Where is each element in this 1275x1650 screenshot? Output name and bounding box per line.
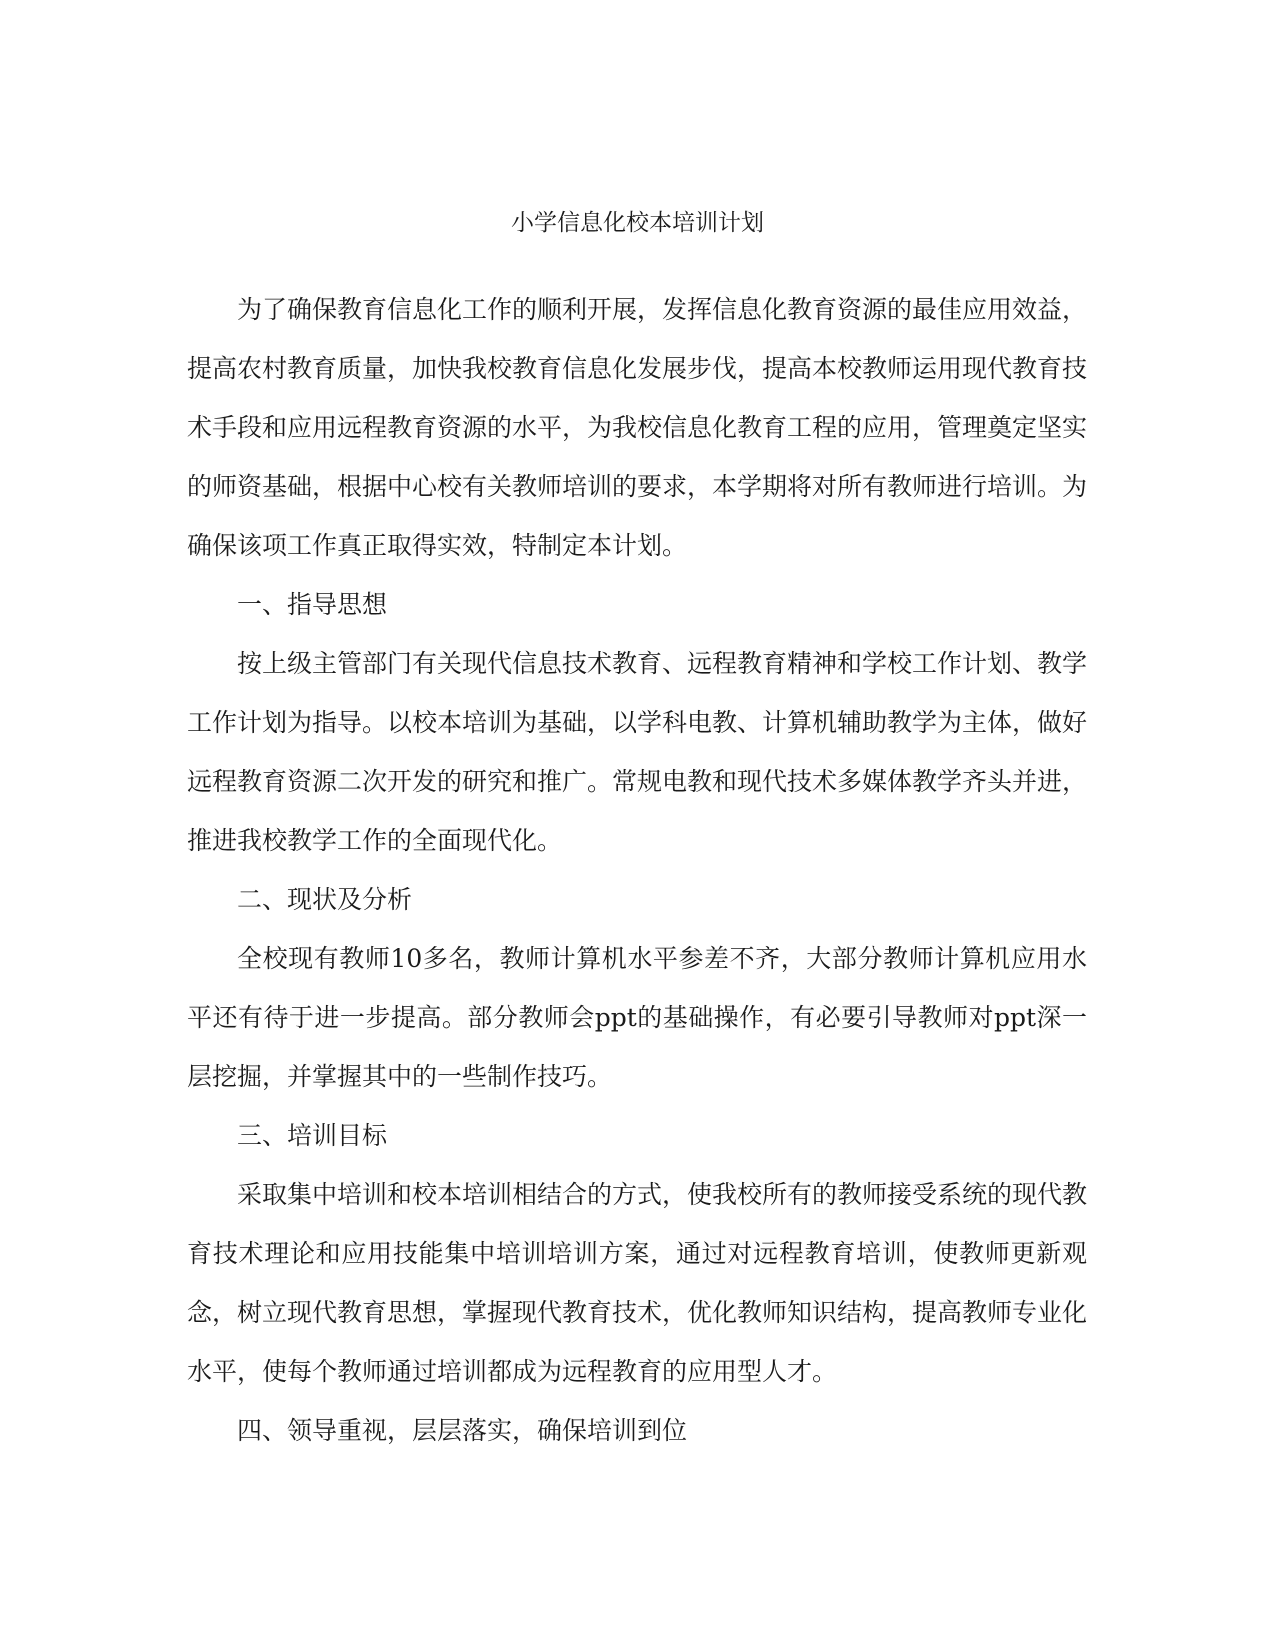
document-body: [187, 280, 1087, 1460]
paragraph-guiding-ideology: 按上级主管部门有关现代信息技术教育、远程教育精神和学校工作计划、教学工作计划为指导。以校本培训为基础，以学科电教、计算机辅助教学为主体，做好远程教育资源二次开发的研究和推广。常规电教和现代技术多媒体教学齐头并进，推进我校教学工作的全面现代化。: [187, 649, 1088, 855]
document-title: 小学信息化校本培训计划: [511, 210, 764, 236]
section-heading-guiding-ideology: 一、指导思想: [237, 590, 388, 619]
section-heading-training-goals: 三、培训目标: [237, 1121, 388, 1150]
paragraph-intro: 为了确保教育信息化工作的顺利开展，发挥信息化教育资源的最佳应用效益，提高农村教育质量，加快我校教育信息化发展步伐，提高本校教师运用现代教育技术手段和应用远程教育资源的水平，为我校信息化教育工程的应用，管理奠定坚实的师资基础，根据中心校有关教师培训的要求，本学期将对所有教师进行培训。为确保该项工作真正取得实效，特制定本计划。: [187, 295, 1088, 560]
section-heading-leadership: 四、领导重视，层层落实，确保培训到位: [237, 1416, 688, 1445]
paragraph-training-goals: 采取集中培训和校本培训相结合的方式，使我校所有的教师接受系统的现代教育技术理论和应用技能集中培训培训方案，通过对远程教育培训，使教师更新观念，树立现代教育思想，掌握现代教育技术，优化教师知识结构，提高教师专业化水平，使每个教师通过培训都成为远程教育的应用型人才。: [187, 1180, 1088, 1386]
paragraph-status-analysis: 全校现有教师10多名，教师计算机水平参差不齐，大部分教师计算机应用水平还有待于进一步提高。部分教师会ppt的基础操作，有必要引导教师对ppt深一层挖掘，并掌握其中的一些制作技巧。: [187, 944, 1087, 1091]
section-heading-status-analysis: 二、现状及分析: [237, 885, 413, 914]
